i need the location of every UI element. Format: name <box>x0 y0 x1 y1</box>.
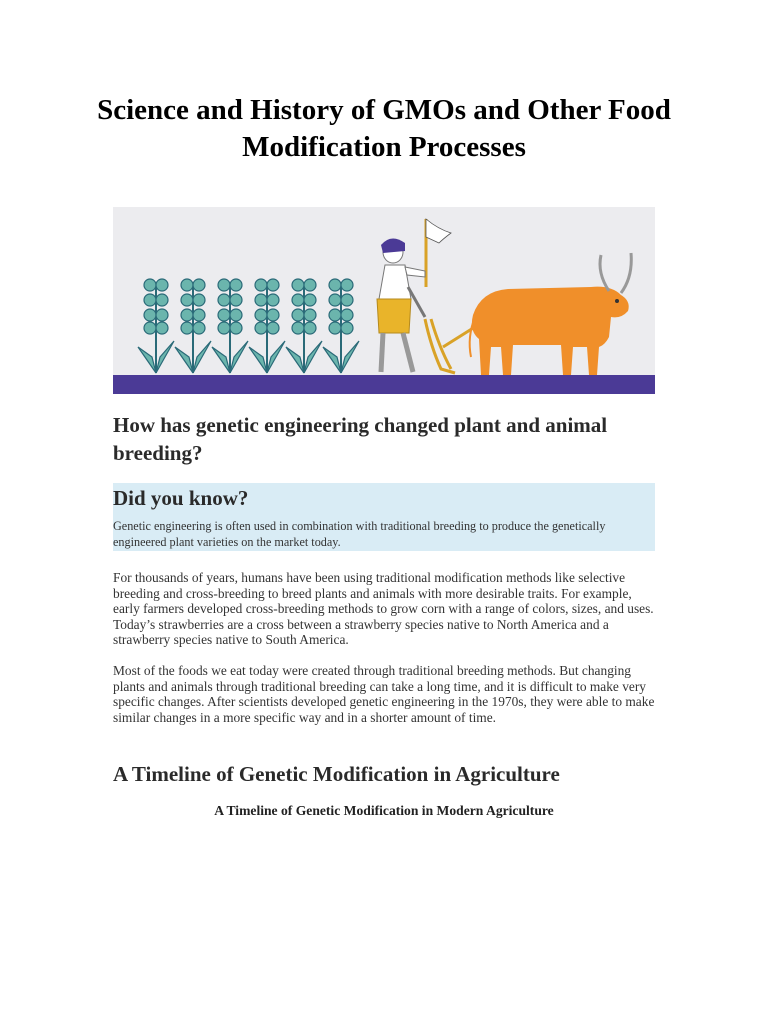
callout-body: Genetic engineering is often used in combination with traditional breeding to produce the genetically engineered plant varieties on the market today. <box>113 519 606 549</box>
section-heading: How has genetic engineering changed plant and animal breeding? <box>113 413 608 465</box>
did-you-know-callout <box>113 483 655 551</box>
timeline-caption: A Timeline of Genetic Modification in Modern Agriculture <box>214 803 554 818</box>
farming-illustration <box>113 207 655 394</box>
callout-title: Did you know? <box>113 486 249 510</box>
paragraph: For thousands of years, humans have been using traditional modification methods like selective breeding and cross-breeding to breed plants and animals with more desirable traits. For example, early farmers developed cross-breeding methods to grow corn with a range of colors, sizes, and uses. Today’s strawberries are a cross between a strawberry species native to North America and a strawberry species native to South America. <box>113 570 654 648</box>
paragraph: Most of the foods we eat today were created through traditional breeding methods. But changing plants and animals through traditional breeding can take a long time, and it is difficult to make very specific changes. After scientists developed genetic engineering in the 1970s, they were able to make similar changes in a more specific way and in a shorter amount of time. <box>113 663 655 725</box>
page-title: Science and History of GMOs and Other Food Modification Processes <box>97 94 671 163</box>
timeline-heading: A Timeline of Genetic Modification in Agriculture <box>113 762 560 786</box>
